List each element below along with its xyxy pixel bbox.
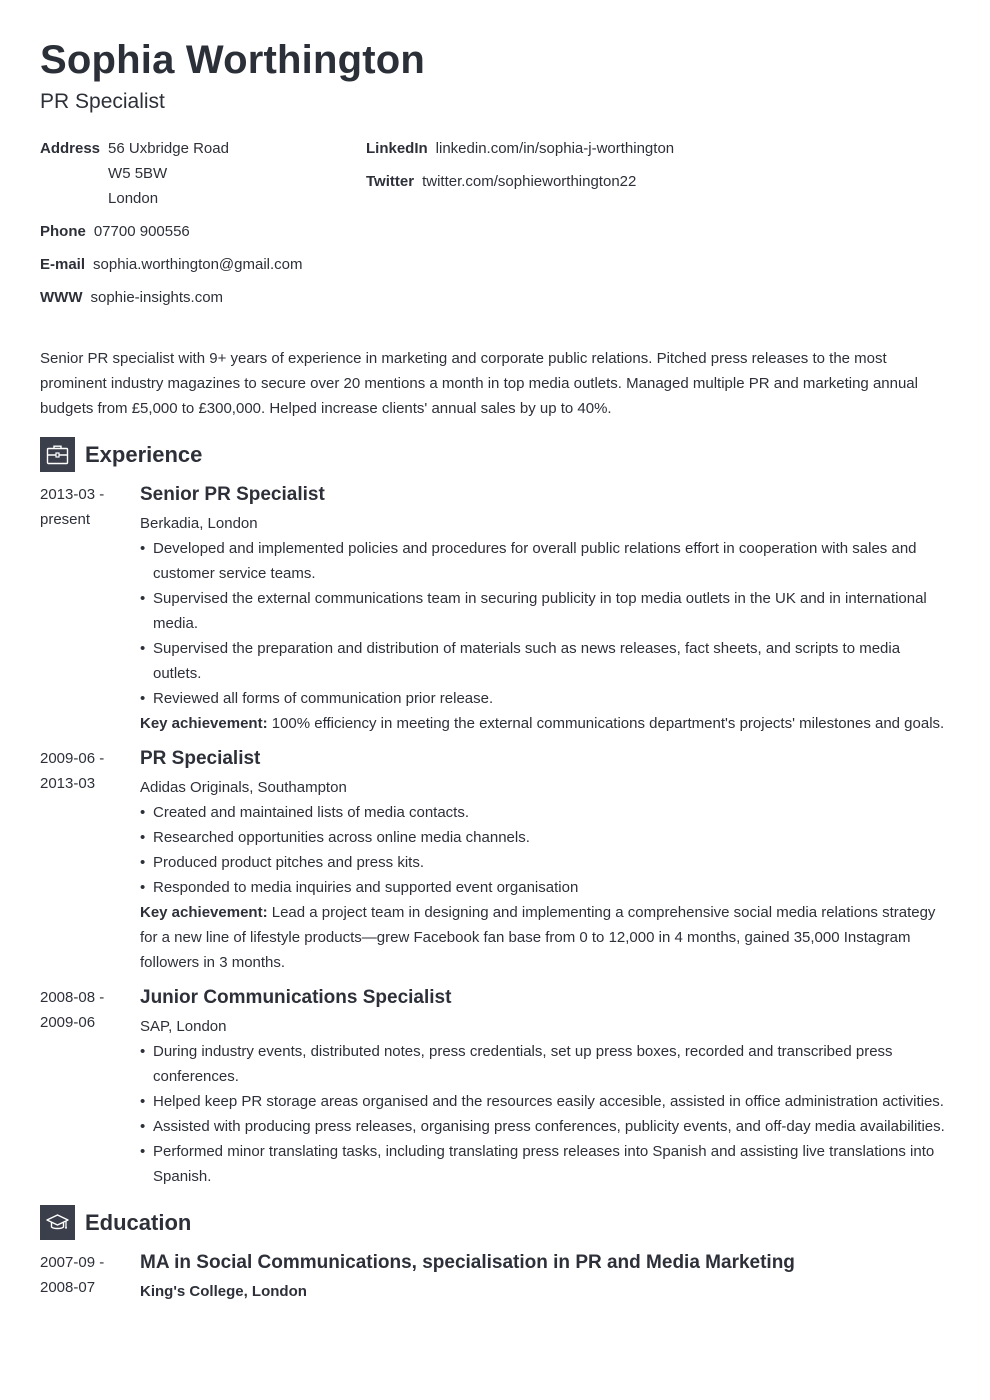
job-bullet: • Performed minor translating tasks, including translating press releases into Spanish and assisting live translations into Spanish. bbox=[140, 1139, 950, 1189]
education-details bbox=[140, 1250, 950, 1304]
contact-www bbox=[40, 285, 366, 310]
job-bullet: • Assisted with producing press releases, organising press conferences, publicity events, and off-day media availabilities. bbox=[140, 1114, 950, 1139]
contact-address bbox=[40, 136, 366, 211]
address-label: Address bbox=[40, 140, 101, 157]
email-label: E-mail bbox=[40, 256, 86, 273]
job-dates bbox=[40, 985, 140, 1189]
education-entry bbox=[40, 1250, 950, 1304]
job-details bbox=[140, 746, 950, 975]
job-bullet: • During industry events, distributed notes, press credentials, set up press boxes, recorded and transcribed press conferences. bbox=[140, 1039, 950, 1089]
date-end: 2008-07 bbox=[40, 1279, 96, 1296]
phone-label: Phone bbox=[40, 223, 86, 240]
date-end: 2009-06 bbox=[40, 1014, 96, 1031]
school-name: King's College, London bbox=[140, 1283, 307, 1300]
degree-title: MA in Social Communications, specialisation in PR and Media Marketing bbox=[140, 1252, 795, 1273]
job-details bbox=[140, 985, 950, 1189]
job-bullet: • Supervised the preparation and distribution of materials such as news releases, fact sheets, and scripts to media outlets. bbox=[140, 636, 950, 686]
experience-heading: Experience bbox=[85, 442, 203, 467]
job-bullet: • Supervised the external communications team in securing publicity in top media outlets in the UK and in international media. bbox=[140, 586, 950, 636]
email-value: sophia.worthington@gmail.com bbox=[93, 256, 303, 273]
linkedin-label: LinkedIn bbox=[366, 140, 428, 157]
candidate-title: PR Specialist bbox=[40, 90, 165, 113]
profile-summary: Senior PR specialist with 9+ years of experience in marketing and corporate public relations. Pitched press releases to the most prominent industry magazines to secure over 20 mentions a month in top media outlets. Managed multiple PR and marketing annual budgets from £5,000 to £300,000. Helped increase clients' annual sales by up to 40%. bbox=[40, 350, 918, 417]
job-bullets bbox=[140, 1039, 950, 1189]
briefcase-icon bbox=[40, 437, 75, 472]
address-line: W5 5BW bbox=[108, 165, 168, 182]
key-achievement-label: Key achievement: bbox=[140, 904, 268, 921]
address-line: London bbox=[108, 190, 159, 207]
job-bullet: • Created and maintained lists of media contacts. bbox=[140, 800, 950, 825]
contact-column-right bbox=[366, 136, 950, 318]
job-bullet: • Reviewed all forms of communication prior release. bbox=[140, 686, 950, 711]
job-dates bbox=[40, 746, 140, 975]
phone-value: 07700 900556 bbox=[93, 223, 190, 240]
education-heading: Education bbox=[85, 1210, 192, 1235]
contact-linkedin bbox=[366, 136, 950, 161]
linkedin-value: linkedin.com/in/sophia-j-worthington bbox=[435, 140, 675, 157]
job-details bbox=[140, 482, 950, 736]
job-company: SAP, London bbox=[140, 1018, 227, 1035]
graduation-cap-icon bbox=[40, 1205, 75, 1240]
job-entry bbox=[40, 746, 950, 975]
twitter-value: twitter.com/sophieworthington22 bbox=[422, 173, 637, 190]
contact-phone bbox=[40, 219, 366, 244]
twitter-label: Twitter bbox=[366, 173, 415, 190]
job-bullets bbox=[140, 536, 950, 711]
job-bullets bbox=[140, 800, 950, 900]
address-line: 56 Uxbridge Road bbox=[108, 140, 229, 157]
job-bullet: • Responded to media inquiries and supported event organisation bbox=[140, 875, 950, 900]
www-label: WWW bbox=[40, 289, 83, 306]
education-section-header bbox=[40, 1205, 950, 1240]
job-title: Junior Communications Specialist bbox=[140, 987, 452, 1008]
job-bullet: • Developed and implemented policies and procedures for overall public relations effort in cooperation with sales and customer service teams. bbox=[140, 536, 950, 586]
candidate-name: Sophia Worthington bbox=[40, 38, 426, 82]
contact-twitter bbox=[366, 169, 950, 194]
key-achievement bbox=[140, 711, 950, 736]
date-start: 2009-06 - bbox=[40, 750, 105, 767]
date-end: present bbox=[40, 511, 91, 528]
job-title: PR Specialist bbox=[140, 748, 261, 769]
contact-column-left bbox=[40, 136, 366, 318]
job-company: Adidas Originals, Southampton bbox=[140, 779, 347, 796]
key-achievement-label: Key achievement: bbox=[140, 715, 268, 732]
job-bullet: • Helped keep PR storage areas organised and the resources easily accesible, assisted in office administration activities. bbox=[140, 1089, 950, 1114]
job-bullet: • Researched opportunities across online media channels. bbox=[140, 825, 950, 850]
contact-info bbox=[40, 136, 950, 318]
experience-section-header bbox=[40, 437, 950, 472]
key-achievement-text: Lead a project team in designing and implementing a comprehensive social media relations strategy for a new line of lifestyle products—grew Facebook fan base from 0 to 12,000 in 4 months, gained 35,000 Instagram followers in 3 months. bbox=[140, 904, 936, 971]
job-entry bbox=[40, 985, 950, 1189]
key-achievement bbox=[140, 900, 950, 975]
date-start: 2013-03 - bbox=[40, 486, 105, 503]
job-entry bbox=[40, 482, 950, 736]
contact-email bbox=[40, 252, 366, 277]
date-start: 2007-09 - bbox=[40, 1254, 105, 1271]
job-bullet: • Produced product pitches and press kits. bbox=[140, 850, 950, 875]
key-achievement-text: 100% efficiency in meeting the external communications department's projects' milestones and goals. bbox=[267, 715, 945, 732]
date-end: 2013-03 bbox=[40, 775, 96, 792]
job-dates bbox=[40, 482, 140, 736]
job-company: Berkadia, London bbox=[140, 515, 258, 532]
job-title: Senior PR Specialist bbox=[140, 484, 325, 505]
address-value bbox=[108, 136, 229, 211]
education-dates bbox=[40, 1250, 140, 1304]
date-start: 2008-08 - bbox=[40, 989, 105, 1006]
www-value: sophie-insights.com bbox=[90, 289, 224, 306]
